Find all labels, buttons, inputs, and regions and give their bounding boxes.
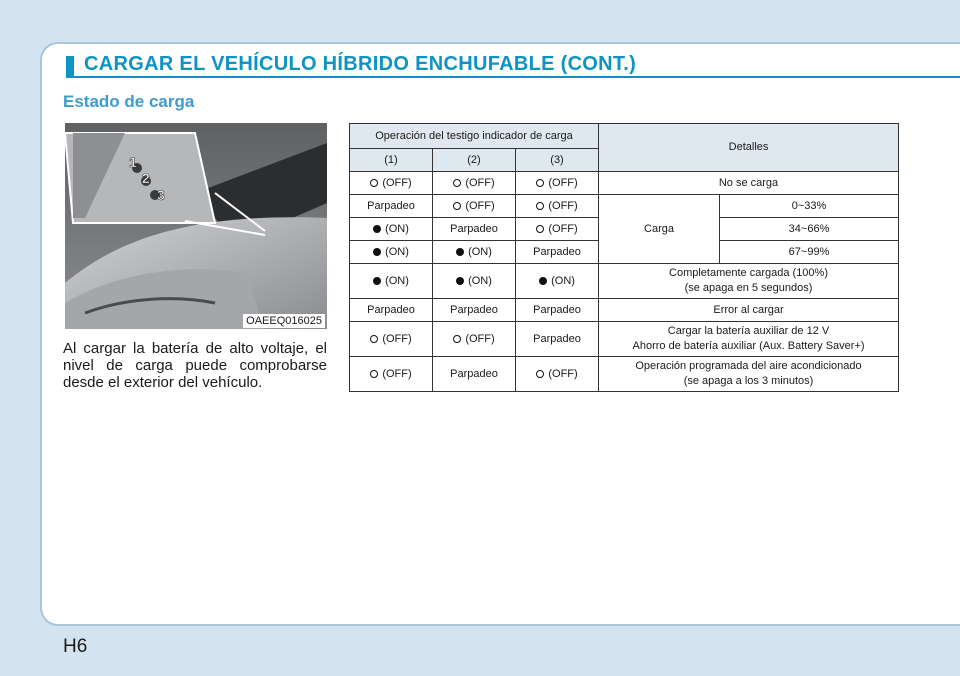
indicator-cell-1 <box>350 218 433 241</box>
page-number: H6 <box>63 636 88 657</box>
indicator-state-label: Parpadeo <box>367 199 415 212</box>
indicator-state-label: Parpadeo <box>533 332 581 345</box>
filled-circle-icon <box>539 277 547 285</box>
indicator-state-label: (ON) <box>385 245 409 258</box>
detail-line: (se apaga a los 3 minutos) <box>683 375 814 387</box>
table-row <box>350 322 899 357</box>
indicator-cell-2 <box>433 264 516 299</box>
detail-line: Operación programada del aire acondicionado <box>635 360 862 372</box>
header-indicator-group: Operación del testigo indicador de carga <box>350 124 599 149</box>
header-col-1: (1) <box>350 149 433 172</box>
indicator-state-label: (ON) <box>468 274 492 287</box>
indicator-state-label: Parpadeo <box>450 303 498 316</box>
charging-status-table <box>349 123 899 392</box>
hollow-circle-icon <box>370 335 378 343</box>
indicator-state-label: Parpadeo <box>533 303 581 316</box>
detail-cell: No se carga <box>599 172 899 195</box>
table-row <box>350 357 899 392</box>
header-rule <box>74 76 960 78</box>
indicator-state-label: (OFF) <box>548 199 578 212</box>
indicator-cell-2 <box>433 218 516 241</box>
indicator-state-label: (OFF) <box>382 367 412 380</box>
filled-circle-icon <box>373 277 381 285</box>
table-row <box>350 195 899 218</box>
detail-cell <box>599 264 899 299</box>
indicator-state-label: Parpadeo <box>533 245 581 258</box>
hollow-circle-icon <box>453 202 461 210</box>
indicator-cell-3 <box>516 218 599 241</box>
detail-cell: Error al cargar <box>599 299 899 322</box>
indicator-state-label: (OFF) <box>548 222 578 235</box>
callout-3: 3 <box>157 187 165 203</box>
indicator-cell-1 <box>350 172 433 195</box>
detail-cell <box>599 357 899 392</box>
indicator-cell-2 <box>433 195 516 218</box>
detail-line: Completamente cargada (100%) <box>669 267 828 279</box>
filled-circle-icon <box>456 248 464 256</box>
table-row <box>350 264 899 299</box>
hollow-circle-icon <box>370 370 378 378</box>
section-title: Estado de carga <box>63 92 195 111</box>
indicator-state-label: (ON) <box>385 274 409 287</box>
header-details: Detalles <box>599 124 899 172</box>
indicator-cell-1 <box>350 264 433 299</box>
indicator-state-label: (OFF) <box>548 367 578 380</box>
table-row <box>350 172 899 195</box>
indicator-cell-1 <box>350 322 433 357</box>
indicator-cell-1 <box>350 241 433 264</box>
indicator-state-label: (ON) <box>551 274 575 287</box>
callout-2: 2 <box>142 170 150 186</box>
indicator-cell-2 <box>433 357 516 392</box>
indicator-state-label: (OFF) <box>465 176 495 189</box>
header-accent-bar <box>66 56 74 78</box>
header-col-3: (3) <box>516 149 599 172</box>
page-header-title: CARGAR EL VEHÍCULO HÍBRIDO ENCHUFABLE (CONT.) <box>84 53 637 75</box>
indicator-state-label: (ON) <box>385 222 409 235</box>
indicator-cell-2 <box>433 172 516 195</box>
hollow-circle-icon <box>453 335 461 343</box>
callout-1: 1 <box>129 154 137 170</box>
indicator-cell-3 <box>516 357 599 392</box>
indicator-state-label: (OFF) <box>548 176 578 189</box>
detail-cell: 34~66% <box>720 218 899 241</box>
hollow-circle-icon <box>536 179 544 187</box>
indicator-state-label: Parpadeo <box>450 367 498 380</box>
hollow-circle-icon <box>536 370 544 378</box>
indicator-cell-1 <box>350 357 433 392</box>
indicator-state-label: Parpadeo <box>450 222 498 235</box>
hollow-circle-icon <box>370 179 378 187</box>
detail-cell <box>599 322 899 357</box>
indicator-cell-2 <box>433 241 516 264</box>
body-paragraph: Al cargar la batería de alto voltaje, el nivel de carga puede comprobarse desde el exterior del vehículo. <box>63 340 327 391</box>
indicator-cell-3 <box>516 322 599 357</box>
hollow-circle-icon <box>453 179 461 187</box>
indicator-cell-3 <box>516 264 599 299</box>
figure-code: OAEEQ016025 <box>243 314 325 328</box>
detail-line: Cargar la batería auxiliar de 12 V <box>667 325 830 337</box>
hollow-circle-icon <box>536 225 544 233</box>
indicator-state-label: Parpadeo <box>367 303 415 316</box>
indicator-state-label: (OFF) <box>465 332 495 345</box>
group-label-carga: Carga <box>599 195 720 264</box>
indicator-state-label: (OFF) <box>382 176 412 189</box>
indicator-cell-3 <box>516 241 599 264</box>
indicator-state-label: (OFF) <box>382 332 412 345</box>
indicator-cell-1 <box>350 299 433 322</box>
table-row <box>350 299 899 322</box>
indicator-cell-3 <box>516 195 599 218</box>
car-illustration <box>65 123 327 329</box>
detail-cell: 0~33% <box>720 195 899 218</box>
detail-line: Ahorro de batería auxiliar (Aux. Battery Saver+) <box>632 340 865 352</box>
filled-circle-icon <box>456 277 464 285</box>
charging-indicator-photo <box>65 123 327 329</box>
indicator-cell-3 <box>516 172 599 195</box>
indicator-state-label: (ON) <box>468 245 492 258</box>
filled-circle-icon <box>373 248 381 256</box>
header-col-2: (2) <box>433 149 516 172</box>
detail-cell: 67~99% <box>720 241 899 264</box>
indicator-state-label: (OFF) <box>465 199 495 212</box>
indicator-cell-2 <box>433 299 516 322</box>
indicator-cell-3 <box>516 299 599 322</box>
indicator-cell-2 <box>433 322 516 357</box>
detail-line: (se apaga en 5 segundos) <box>684 282 813 294</box>
indicator-cell-1 <box>350 195 433 218</box>
filled-circle-icon <box>373 225 381 233</box>
hollow-circle-icon <box>536 202 544 210</box>
